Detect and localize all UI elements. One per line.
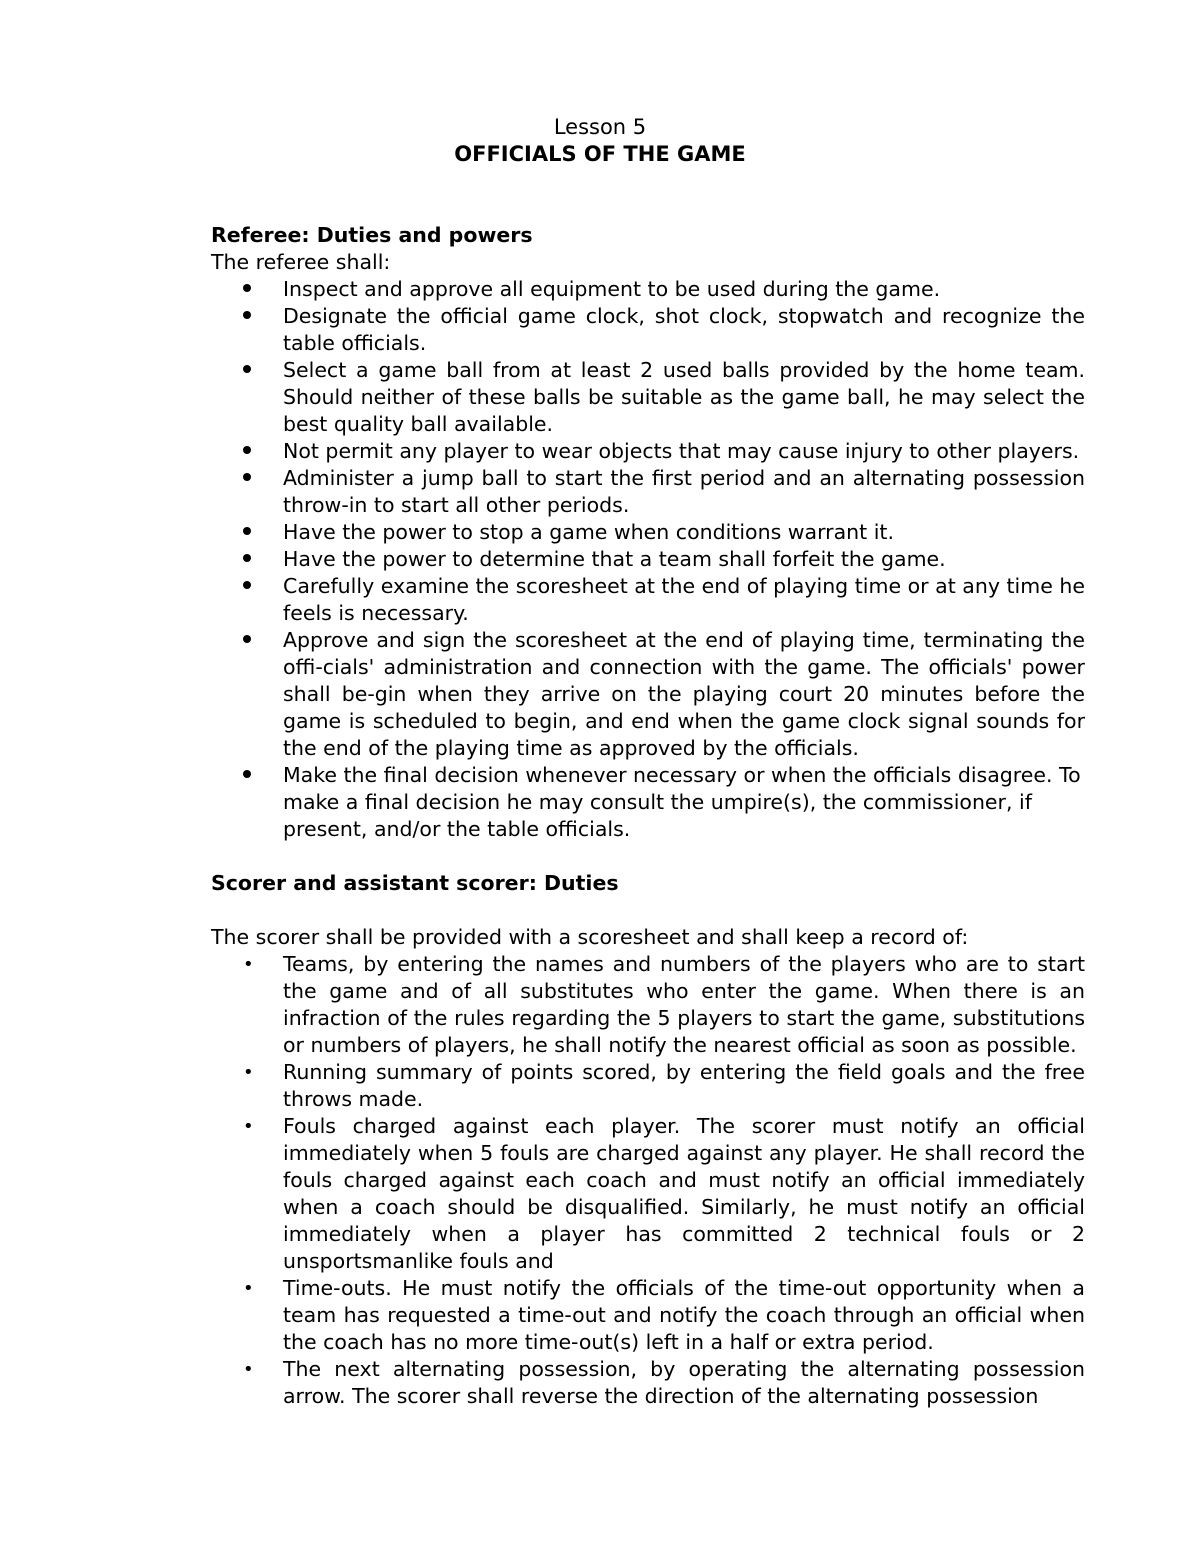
scorer-section-heading: Scorer and assistant scorer: Duties bbox=[211, 871, 619, 895]
bullet-icon bbox=[243, 519, 263, 546]
lesson-title: OFFICIALS OF THE GAME bbox=[454, 142, 746, 166]
list-item: Not permit any player to wear objects that may cause injury to other players. bbox=[211, 438, 1085, 465]
bullet-icon bbox=[243, 627, 263, 654]
bullet-icon bbox=[243, 465, 263, 492]
list-item: Make the final decision whenever necessary or when the officials disagree. To make a final decision he may consult the umpire(s), the commissioner, if present, and/or the table officials. bbox=[211, 762, 1085, 843]
list-item: Designate the official game clock, shot clock, stopwatch and recognize the table officials. bbox=[211, 303, 1085, 357]
list-item: • Teams, by entering the names and numbers of the players who are to start the game and of all substitutes who enter the game. When there is an infraction of the rules regarding the 5 players to start the game, substitutions or numbers of players, he shall notify the nearest official as soon as possible. bbox=[243, 952, 1085, 1057]
bullet-icon: • bbox=[243, 1278, 254, 1299]
bullet-icon: • bbox=[243, 954, 254, 975]
list-item: Administer a jump ball to start the first period and an alternating possession throw-in to start all other periods. bbox=[211, 465, 1085, 519]
referee-section-heading: Referee: Duties and powers bbox=[211, 223, 533, 247]
referee-duties-list bbox=[211, 276, 1085, 843]
bullet-icon: • bbox=[243, 1359, 254, 1380]
list-item: • Fouls charged against each player. The scorer must notify an official immediately when 5 fouls are charged against any player. He shall record the fouls charged against each coach and must notify an official immediately when a coach should be disqualified. Similarly, he must notify an official immediately when a player has committed 2 technical fouls or 2 unsportsmanlike fouls and bbox=[243, 1114, 1085, 1273]
bullet-icon: • bbox=[243, 1062, 254, 1083]
bullet-icon bbox=[243, 762, 263, 789]
document-body bbox=[211, 222, 1085, 1410]
referee-intro: The referee shall: bbox=[211, 250, 391, 274]
bullet-icon: • bbox=[243, 1116, 254, 1137]
bullet-icon bbox=[243, 573, 263, 600]
list-item: Inspect and approve all equipment to be used during the game. bbox=[211, 276, 1085, 303]
list-item: Select a game ball from at least 2 used balls provided by the home team. Should neither of these balls be suitable as the game ball, he may select the best quality ball available. bbox=[211, 357, 1085, 438]
scorer-duties-list bbox=[211, 951, 1085, 1410]
list-item: • Time-outs. He must notify the officials of the time-out opportunity when a team has requested a time-out and notify the coach through an official when the coach has no more time-out(s) left in a half or extra period. bbox=[243, 1276, 1085, 1354]
list-item: Have the power to determine that a team shall forfeit the game. bbox=[211, 546, 1085, 573]
bullet-icon bbox=[243, 438, 263, 465]
spacer bbox=[211, 897, 1085, 924]
list-item: Approve and sign the scoresheet at the end of playing time, terminating the offi-cials' administration and connection with the game. The officials' power shall be-gin when they arrive on the playing court 20 minutes before the game is scheduled to begin, and end when the game clock signal sounds for the end of the playing time as approved by the officials. bbox=[211, 627, 1085, 762]
bullet-icon bbox=[243, 546, 263, 573]
list-item: Carefully examine the scoresheet at the end of playing time or at any time he feels is necessary. bbox=[211, 573, 1085, 627]
list-item: • Running summary of points scored, by entering the field goals and the free throws made. bbox=[243, 1060, 1085, 1111]
scorer-intro: The scorer shall be provided with a scoresheet and shall keep a record of: bbox=[211, 925, 969, 949]
bullet-icon bbox=[243, 303, 263, 330]
list-item: • The next alternating possession, by operating the alternating possession arrow. The scorer shall reverse the direction of the alternating possession bbox=[243, 1357, 1085, 1408]
bullet-icon bbox=[243, 276, 263, 303]
spacer bbox=[211, 843, 1085, 870]
bullet-icon bbox=[243, 357, 263, 384]
list-item: Have the power to stop a game when conditions warrant it. bbox=[211, 519, 1085, 546]
lesson-number: Lesson 5 bbox=[553, 115, 647, 139]
